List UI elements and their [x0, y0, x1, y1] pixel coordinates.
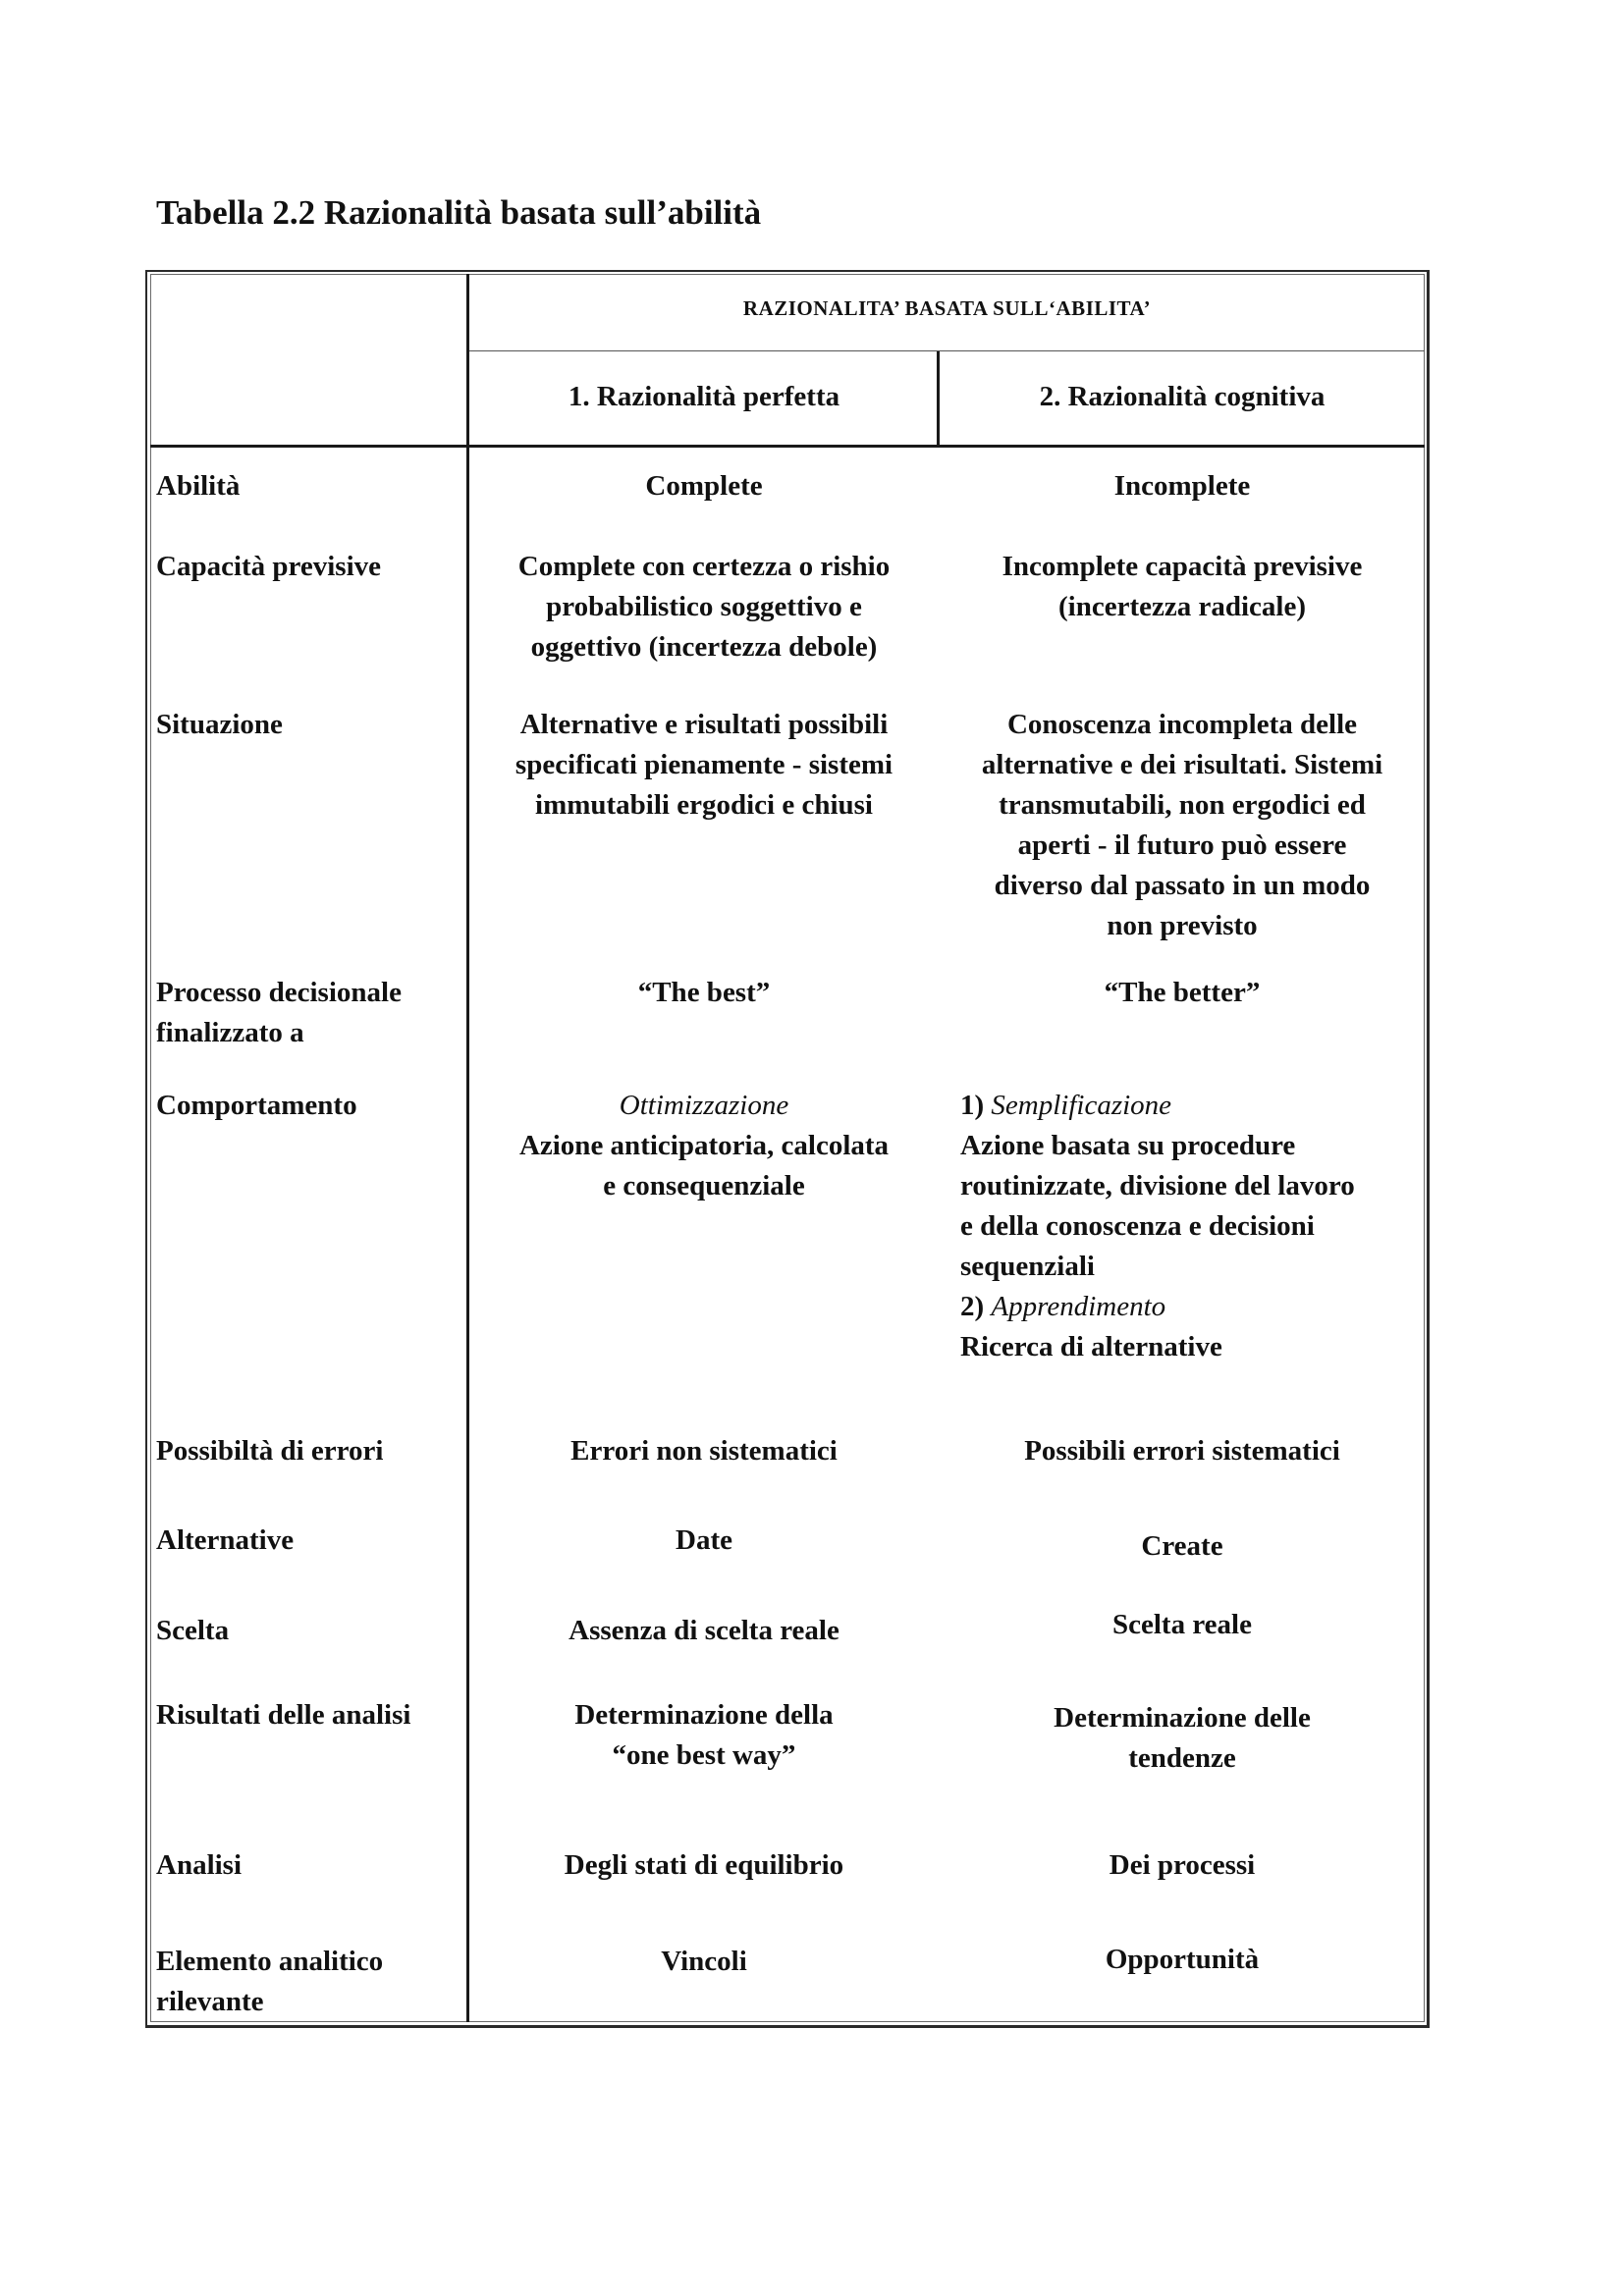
row-label	[156, 1086, 468, 1126]
list-item-number: 2)	[960, 1291, 992, 1322]
cell-line: tendenze	[1128, 1742, 1236, 1774]
row-label-line: Scelta	[156, 1615, 230, 1646]
row-label	[156, 466, 468, 507]
cell-line: Opportunità	[1105, 1944, 1260, 1975]
cell-line: Dei processi	[1109, 1849, 1256, 1881]
cell-line: e della conoscenza e decisioni	[960, 1210, 1315, 1242]
cell-perfetta	[469, 1942, 939, 1982]
cell-line: Ricerca di alternative	[960, 1331, 1222, 1362]
list-item-title: Semplificazione	[991, 1090, 1172, 1121]
cell-line: non previsto	[1107, 910, 1258, 941]
row-label-line: Situazione	[156, 709, 283, 740]
cell-line: Date	[676, 1524, 732, 1556]
cell-line: Determinazione della	[574, 1699, 834, 1731]
cell-line: probabilistico soggettivo e	[546, 591, 862, 622]
cell-cognitiva	[940, 705, 1425, 946]
cell-line: “The better”	[1104, 977, 1261, 1008]
cell-line: “The best”	[637, 977, 771, 1008]
table-title: Tabella 2.2 Razionalità basata sull’abilità	[156, 193, 762, 232]
cell-line: Incomplete	[1113, 470, 1251, 502]
cell-cognitiva	[940, 1431, 1425, 1471]
cell-line: immutabili ergodici e chiusi	[535, 789, 873, 821]
cell-line: Conoscenza incompleta delle	[1006, 709, 1357, 740]
cell-perfetta	[469, 1611, 939, 1651]
cell-line: (incertezza radicale)	[1058, 591, 1306, 622]
row-label-line: Elemento analitico	[156, 1946, 384, 1977]
row-label-line: Analisi	[156, 1849, 243, 1881]
cell-line: Degli stati di equilibrio	[564, 1849, 844, 1881]
row-label-line: Risultati delle analisi	[156, 1699, 411, 1731]
cell-line: transmutabili, non ergodici ed	[999, 789, 1366, 821]
row-label	[156, 1431, 468, 1471]
cell-perfetta	[469, 973, 939, 1013]
cell-line: sequenziali	[960, 1251, 1095, 1282]
cell-perfetta	[469, 466, 939, 507]
cell-cognitiva	[940, 1698, 1425, 1779]
cell-perfetta	[469, 547, 939, 667]
cell-cognitiva	[940, 1605, 1425, 1645]
cell-cognitiva	[940, 1526, 1425, 1567]
column-header-cognitiva: 2. Razionalità cognitiva	[1039, 381, 1326, 412]
group-header-rule	[469, 350, 1425, 351]
list-item-heading	[960, 1086, 1422, 1126]
cell-perfetta	[469, 1086, 939, 1206]
row-label	[156, 547, 468, 587]
cell-line: Create	[1141, 1530, 1223, 1562]
cell-line: Complete	[645, 470, 763, 502]
row-label-line: Alternative	[156, 1524, 295, 1556]
cell-perfetta	[469, 705, 939, 826]
cell-cognitiva	[940, 547, 1425, 627]
list-item-title: Apprendimento	[991, 1291, 1166, 1322]
cell-line: e consequenziale	[603, 1170, 805, 1201]
row-label-line: Capacità previsive	[156, 551, 382, 582]
row-label-line: Comportamento	[156, 1090, 357, 1121]
cell-line: Errori non sistematici	[570, 1435, 838, 1467]
row-label-line: Possibiltà di errori	[156, 1435, 384, 1467]
cell-line: Incomplete capacità previsive	[1001, 551, 1363, 582]
column-header-perfetta: 1. Razionalità perfetta	[568, 381, 840, 412]
row-label	[156, 973, 468, 1053]
cell-perfetta	[469, 1695, 939, 1776]
cell-line: alternative e dei risultati. Sistemi	[981, 749, 1383, 780]
row-label-line: Processo decisionale	[156, 977, 402, 1008]
cell-line: Scelta reale	[1112, 1609, 1252, 1640]
cell-cognitiva	[940, 1940, 1425, 1980]
row-label	[156, 1521, 468, 1561]
group-header: RAZIONALITA’ BASATA SULL‘ABILITA’	[742, 296, 1152, 320]
cell-line: Determinazione delle	[1054, 1702, 1311, 1734]
cell-line: “one best way”	[612, 1739, 796, 1771]
cell-cognitiva	[940, 1845, 1425, 1886]
cell-cognitiva	[940, 973, 1425, 1013]
row-label	[156, 705, 468, 745]
cell-heading: Ottimizzazione	[619, 1090, 789, 1121]
cell-cognitiva	[940, 466, 1425, 507]
cell-line: Alternative e risultati possibili	[519, 709, 889, 740]
cell-line: oggettivo (incertezza debole)	[530, 631, 878, 663]
row-label-line: rilevante	[156, 1986, 264, 2017]
cell-line: Possibili errori sistematici	[1024, 1435, 1340, 1467]
cell-perfetta	[469, 1845, 939, 1886]
header-bottom-rule	[150, 445, 1425, 448]
cell-line: specificati pienamente - sistemi	[514, 749, 893, 780]
list-item-number: 1)	[960, 1090, 992, 1121]
cell-line: Azione basata su procedure	[960, 1130, 1296, 1161]
cell-line: Complete con certezza o rishio	[517, 551, 891, 582]
cell-perfetta	[469, 1431, 939, 1471]
cell-line: routinizzate, divisione del lavoro	[960, 1170, 1355, 1201]
cell-cognitiva	[960, 1086, 1422, 1367]
row-label	[156, 1845, 468, 1886]
row-label	[156, 1942, 468, 2022]
row-label	[156, 1611, 468, 1651]
cell-line: Assenza di scelta reale	[568, 1615, 839, 1646]
list-item-heading	[960, 1287, 1422, 1327]
row-label-line: finalizzato a	[156, 1017, 304, 1048]
cell-line: Azione anticipatoria, calcolata	[518, 1130, 890, 1161]
row-label	[156, 1695, 468, 1735]
cell-line: diverso dal passato in un modo	[994, 870, 1371, 901]
cell-line: aperti - il futuro può essere	[1017, 829, 1347, 861]
cell-line: Vincoli	[661, 1946, 747, 1977]
cell-perfetta	[469, 1521, 939, 1561]
row-label-line: Abilità	[156, 470, 241, 502]
